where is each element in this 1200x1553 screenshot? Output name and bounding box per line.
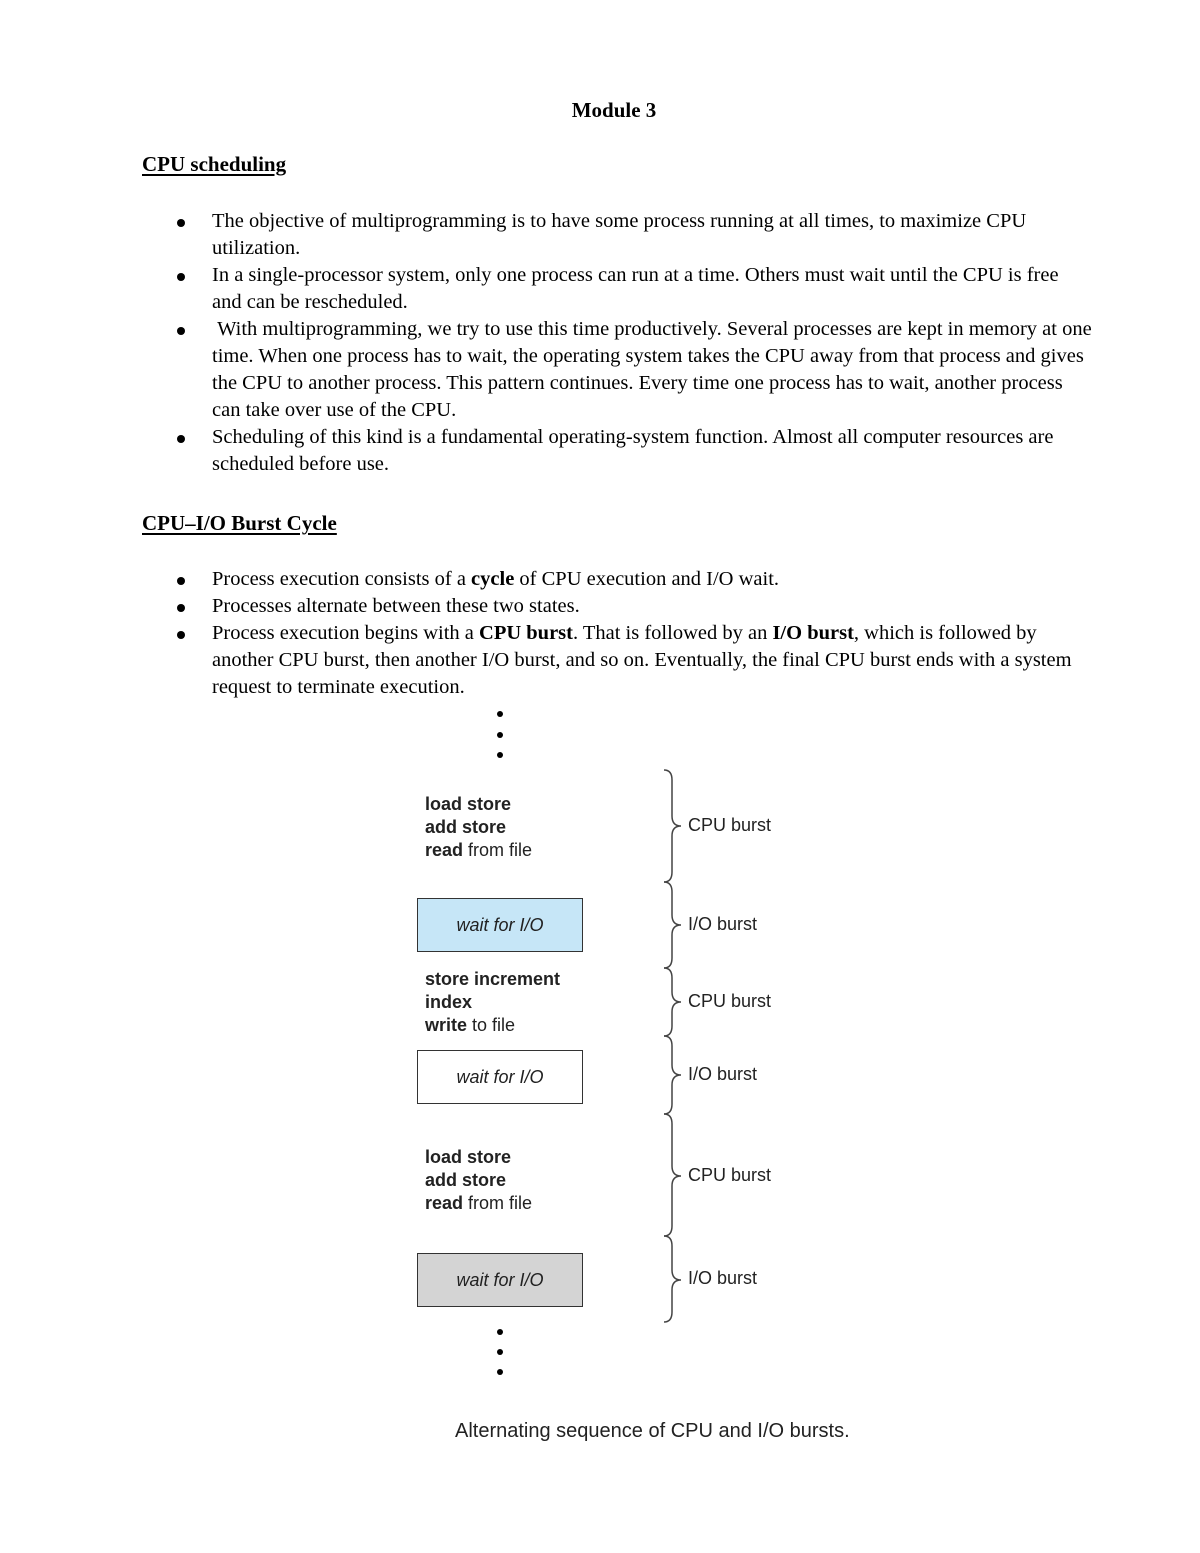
- bold-text: index: [425, 992, 473, 1012]
- bold-text: read: [425, 840, 464, 860]
- io-wait-box: wait for I/O: [417, 898, 583, 952]
- bold-text: add store: [425, 817, 507, 837]
- io-burst-label: I/O burst: [688, 914, 758, 934]
- bold-text: load store: [425, 794, 512, 814]
- brace-cpu-burst: [664, 968, 681, 1036]
- cpu-burst-label: CPU burst: [688, 991, 772, 1011]
- brace-io-burst: [664, 1036, 681, 1114]
- bold-text: load store: [425, 1147, 512, 1167]
- figure-caption: Alternating sequence of CPU and I/O bursts.: [455, 1420, 850, 1442]
- io-wait-box: wait for I/O: [417, 1253, 583, 1307]
- bold-text: CPU burst: [479, 622, 573, 644]
- bold-text: store increment: [425, 969, 561, 989]
- text-run: Processes alternate between these two states.: [212, 595, 580, 617]
- bold-text: read: [425, 1193, 464, 1213]
- text-run: Process execution begins with a: [212, 622, 480, 644]
- bold-text: cycle: [471, 568, 515, 590]
- bullet-text: The objective of multiprogramming is to have some process running at all times, to maximize CPU utilization.: [212, 210, 1027, 259]
- ellipsis-dot: [497, 1369, 503, 1375]
- section-heading-burst-cycle: CPU–I/O Burst Cycle: [142, 511, 337, 535]
- text-run: of CPU execution and I/O wait.: [514, 568, 780, 590]
- text-run: , which is followed by another CPU burst, then another I/O burst, and so on. Eventually, the final CPU burst ends with a system request to terminate execution.: [212, 622, 1072, 698]
- text-run: from file: [463, 1193, 533, 1213]
- section-heading-cpu-scheduling: CPU scheduling: [142, 152, 287, 176]
- io-burst-label: I/O burst: [688, 1268, 758, 1288]
- brace-cpu-burst: [664, 770, 681, 882]
- io-burst-label: I/O burst: [688, 1064, 758, 1084]
- ellipsis-dot: [497, 1329, 503, 1335]
- text-run: from file: [463, 840, 533, 860]
- text-run: to file: [467, 1015, 516, 1035]
- brace-io-burst: [664, 882, 681, 968]
- text-run: . That is followed by an: [572, 622, 773, 644]
- page-title: Module 3: [571, 98, 657, 122]
- brace-cpu-burst: [664, 1114, 681, 1236]
- bold-text: I/O burst: [772, 622, 854, 644]
- bold-text: write: [425, 1015, 468, 1035]
- cpu-burst-label: CPU burst: [688, 815, 772, 835]
- io-wait-box: wait for I/O: [417, 1050, 583, 1104]
- bullet-text: In a single-processor system, only one process can run at a time. Others must wait until the CPU is free and can be rescheduled.: [212, 264, 1059, 313]
- ellipsis-dot: [497, 1349, 503, 1355]
- bullet-text: With multiprogramming, we try to use this time productively. Several processes are kept in memory at one time. When one process has to wait, the operating system takes the CPU away from that process and gives the CPU to another process. This pattern continues. Every time one process has to wait, another process can take over use of the CPU.: [212, 318, 1097, 421]
- bullet-text: Scheduling of this kind is a fundamental operating-system function. Almost all computer resources are scheduled before use.: [212, 426, 1054, 475]
- cpu-burst-label: CPU burst: [688, 1165, 772, 1185]
- bold-text: add store: [425, 1170, 507, 1190]
- text-run: Process execution consists of a: [212, 568, 472, 590]
- brace-io-burst: [664, 1236, 681, 1322]
